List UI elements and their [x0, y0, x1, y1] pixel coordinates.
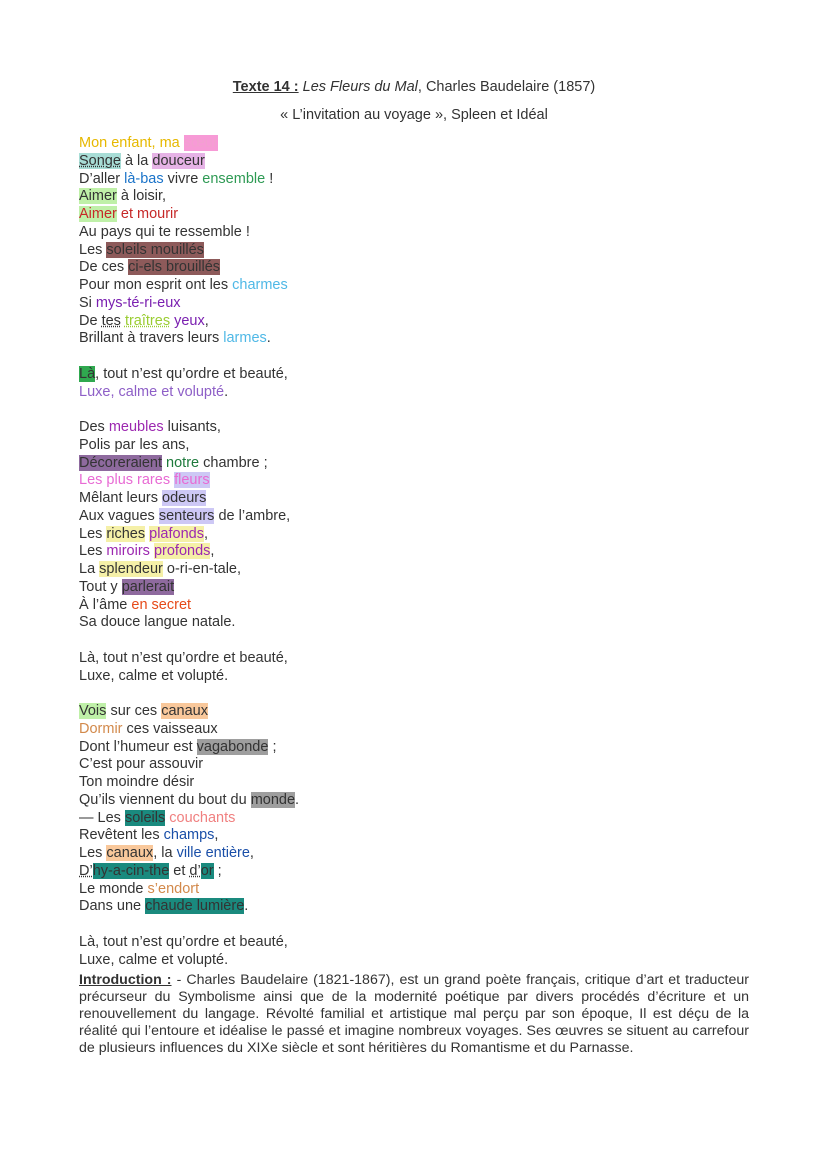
poem-line — [79, 490, 299, 508]
poem-segment: odeurs — [162, 490, 207, 506]
poem-segment: Aux vagues — [79, 507, 159, 524]
poem-segment: ; — [268, 738, 277, 755]
poem-segment: Là, tout n’est qu’ordre et beauté, — [79, 649, 288, 666]
stanza-gap — [79, 916, 299, 934]
poem-segment: splendeur — [99, 561, 163, 577]
poem-line — [79, 703, 299, 721]
poem-line — [79, 330, 299, 348]
poem-segment: Luxe, calme et volupté — [79, 383, 225, 400]
poem-line — [79, 863, 299, 881]
poem-line — [79, 366, 299, 384]
poem-line — [79, 384, 299, 402]
poem-segment: fleurs — [174, 472, 210, 489]
poem-segment: de l’ambre, — [214, 507, 291, 524]
stanza-gap — [79, 401, 299, 419]
poem-segment: , la — [153, 845, 177, 861]
poem-segment: , — [214, 827, 219, 844]
poem-segment: o-ri-en-tale, — [162, 561, 242, 577]
poem-segment: , — [204, 312, 209, 329]
poem-segment: senteurs — [158, 507, 215, 524]
poem-line — [79, 561, 299, 579]
poem-segment: Ton moindre désir — [79, 774, 195, 790]
poem-segment: . — [244, 898, 249, 915]
poem-segment: Mêlant leurs — [79, 490, 163, 506]
poem-segment: sur ces — [106, 703, 162, 719]
poem-segment: , — [210, 543, 215, 560]
poem-line — [79, 810, 299, 828]
poem-segment: ci-els brouillés — [128, 259, 221, 276]
poem-line — [79, 614, 299, 632]
poem-line — [79, 171, 299, 189]
poem-segment: Mon enfant, ma — [79, 135, 184, 151]
introduction-text: - Charles Baudelaire (1821-1867), est un grand poète français, critique d’art et traducteur précurseur du Symbolisme ainsi que de la modernité poétique par divers procédés d’écriture et un renouvellement du langage. Révolté familial et artistique mal perçu par son époque, Il est déçu de la réalité qui l’entoure et idéalise le passé et imagine nombreux voyages. Ses œuvres se situent au carrefour de plusieurs influences du XIXe siècle et sont héritières du Romantisme et du Parnasse. — [79, 972, 749, 1056]
poem-line — [79, 774, 299, 792]
title-label: Texte 14 : — [232, 79, 299, 95]
poem-segment: Aimer — [79, 188, 117, 205]
poem-segment: , — [203, 525, 208, 542]
poem-segment: Des — [79, 419, 109, 435]
poem-segment: C’est pour assouvir — [79, 756, 204, 773]
poem-segment: Le monde — [79, 880, 148, 897]
title-author: , Charles Baudelaire (1857) — [417, 79, 596, 95]
poem-segment: Revêtent les — [79, 827, 164, 844]
poem-text — [79, 135, 299, 969]
poem-segment: Songe — [79, 152, 121, 169]
poem-line — [79, 472, 299, 490]
poem-segment: canaux — [106, 845, 154, 861]
poem-segment: Sa douce langue natale. — [79, 614, 236, 631]
poem-segment: De — [79, 312, 102, 329]
stanza-gap — [79, 632, 299, 650]
poem-segment: champs — [163, 827, 215, 844]
poem-segment: hy-a-cin-the — [92, 862, 170, 879]
poem-segment: plafonds — [149, 525, 204, 542]
poem-segment: profonds — [153, 543, 211, 560]
poem-line — [79, 827, 299, 845]
poem-segment: luisants, — [163, 419, 221, 435]
poem-line — [79, 242, 299, 260]
stanza-gap — [79, 685, 299, 703]
poem-line — [79, 455, 299, 473]
poem-segment: ; — [213, 862, 222, 879]
poem-line — [79, 419, 299, 437]
poem-line — [79, 579, 299, 597]
poem-segment: vagabonde — [196, 738, 269, 755]
poem-segment: meubles — [108, 419, 164, 435]
document-subtitle: « L’invitation au voyage », Spleen et Idéal — [280, 107, 548, 123]
poem-segment: or — [200, 862, 214, 879]
title-work: Les Fleurs du Mal — [302, 79, 418, 95]
poem-segment: miroirs — [106, 543, 150, 560]
poem-line — [79, 526, 299, 544]
poem-segment: À l’âme — [79, 596, 132, 613]
introduction-paragraph — [79, 972, 749, 1057]
poem-segment: Les — [79, 241, 107, 258]
poem-segment: Les plus rares — [79, 472, 175, 489]
poem-segment: mys-té-ri-eux — [95, 294, 181, 311]
introduction-label: Introduction : — [79, 972, 172, 988]
poem-segment: Aimer — [79, 206, 117, 222]
poem-segment: Au pays qui te ressemble ! — [79, 223, 250, 240]
poem-segment: yeux — [174, 312, 205, 329]
poem-segment: traîtres — [124, 312, 171, 329]
poem-segment: notre — [166, 454, 200, 471]
poem-segment: canaux — [161, 703, 208, 719]
document-title — [0, 79, 828, 95]
poem-segment: , tout n’est qu’ordre et beauté, — [95, 365, 288, 382]
poem-line — [79, 597, 299, 615]
poem-segment: Décoreraient — [79, 454, 163, 471]
poem-segment: soleils mouillés — [106, 241, 204, 258]
poem-segment: . — [295, 791, 300, 808]
poem-segment: chambre ; — [199, 454, 268, 471]
poem-segment: riches — [106, 525, 146, 542]
poem-line — [79, 206, 299, 224]
poem-line — [79, 721, 299, 739]
poem-segment: ces vaisseaux — [122, 720, 218, 737]
poem-segment: tes — [101, 312, 121, 329]
poem-segment: douceur — [152, 152, 205, 169]
poem-segment: couchants — [169, 809, 236, 826]
poem-line — [79, 313, 299, 331]
poem-segment: Qu’ils viennent du bout du — [79, 791, 251, 808]
poem-line — [79, 898, 299, 916]
poem-segment: ville entière — [176, 845, 250, 861]
stanza-gap — [79, 348, 299, 366]
poem-line — [79, 756, 299, 774]
poem-segment: ensemble — [202, 170, 266, 187]
poem-line — [79, 952, 299, 970]
poem-segment: Là — [79, 365, 96, 382]
poem-segment: Les — [79, 543, 107, 560]
poem-segment: Vois — [79, 703, 107, 719]
poem-segment: ! — [265, 170, 274, 187]
poem-segment: Dormir — [79, 720, 123, 737]
poem-segment: De ces — [79, 259, 129, 276]
poem-segment: parlerait — [121, 578, 175, 595]
poem-segment: D’aller — [79, 170, 125, 187]
poem-segment: Tout y — [79, 578, 122, 595]
poem-segment: Les — [79, 845, 107, 861]
poem-segment: La — [79, 561, 100, 577]
poem-segment: Si — [79, 294, 96, 311]
poem-segment: . — [224, 383, 229, 400]
poem-line — [79, 668, 299, 686]
poem-segment: et mourir — [116, 206, 179, 222]
poem-segment: et — [169, 862, 190, 879]
poem-line — [79, 259, 299, 277]
poem-segment: à la — [120, 152, 153, 169]
poem-segment: soleils — [124, 809, 166, 826]
poem-segment: Dans une — [79, 898, 146, 915]
poem-line — [79, 508, 299, 526]
poem-line — [79, 153, 299, 171]
poem-segment: là-bas — [124, 170, 164, 187]
poem-segment: sœur — [183, 135, 218, 151]
poem-segment: Luxe, calme et volupté. — [79, 667, 229, 684]
poem-segment: vivre — [163, 170, 203, 187]
poem-segment: s’endort — [147, 880, 200, 897]
poem-line — [79, 792, 299, 810]
poem-segment: en secret — [131, 596, 192, 613]
poem-line — [79, 277, 299, 295]
poem-line — [79, 224, 299, 242]
poem-segment: . — [266, 330, 271, 347]
poem-segment: Pour mon esprit ont les — [79, 277, 233, 293]
poem-segment: Brillant à travers leurs — [79, 330, 224, 347]
poem-line — [79, 739, 299, 757]
poem-line — [79, 135, 299, 153]
poem-segment: , — [249, 845, 254, 861]
poem-line — [79, 650, 299, 668]
poem-segment: Dont l’humeur est — [79, 738, 197, 755]
poem-line — [79, 845, 299, 863]
poem-line — [79, 188, 299, 206]
poem-segment: charmes — [232, 277, 288, 293]
poem-line — [79, 295, 299, 313]
poem-segment: D’ — [79, 862, 93, 879]
poem-line — [79, 934, 299, 952]
poem-segment: Les — [79, 525, 107, 542]
poem-segment: chaude lumière — [145, 898, 245, 915]
poem-segment: monde — [250, 791, 296, 808]
poem-segment: Luxe, calme et volupté. — [79, 951, 229, 968]
poem-line — [79, 437, 299, 455]
poem-segment: Là, tout n’est qu’ordre et beauté, — [79, 933, 288, 950]
poem-segment: — Les — [79, 809, 125, 826]
poem-segment: d’ — [189, 862, 201, 879]
poem-segment: larmes — [223, 330, 267, 347]
poem-segment: Polis par les ans, — [79, 436, 190, 453]
poem-line — [79, 543, 299, 561]
poem-line — [79, 881, 299, 899]
poem-segment: à loisir, — [116, 188, 167, 205]
